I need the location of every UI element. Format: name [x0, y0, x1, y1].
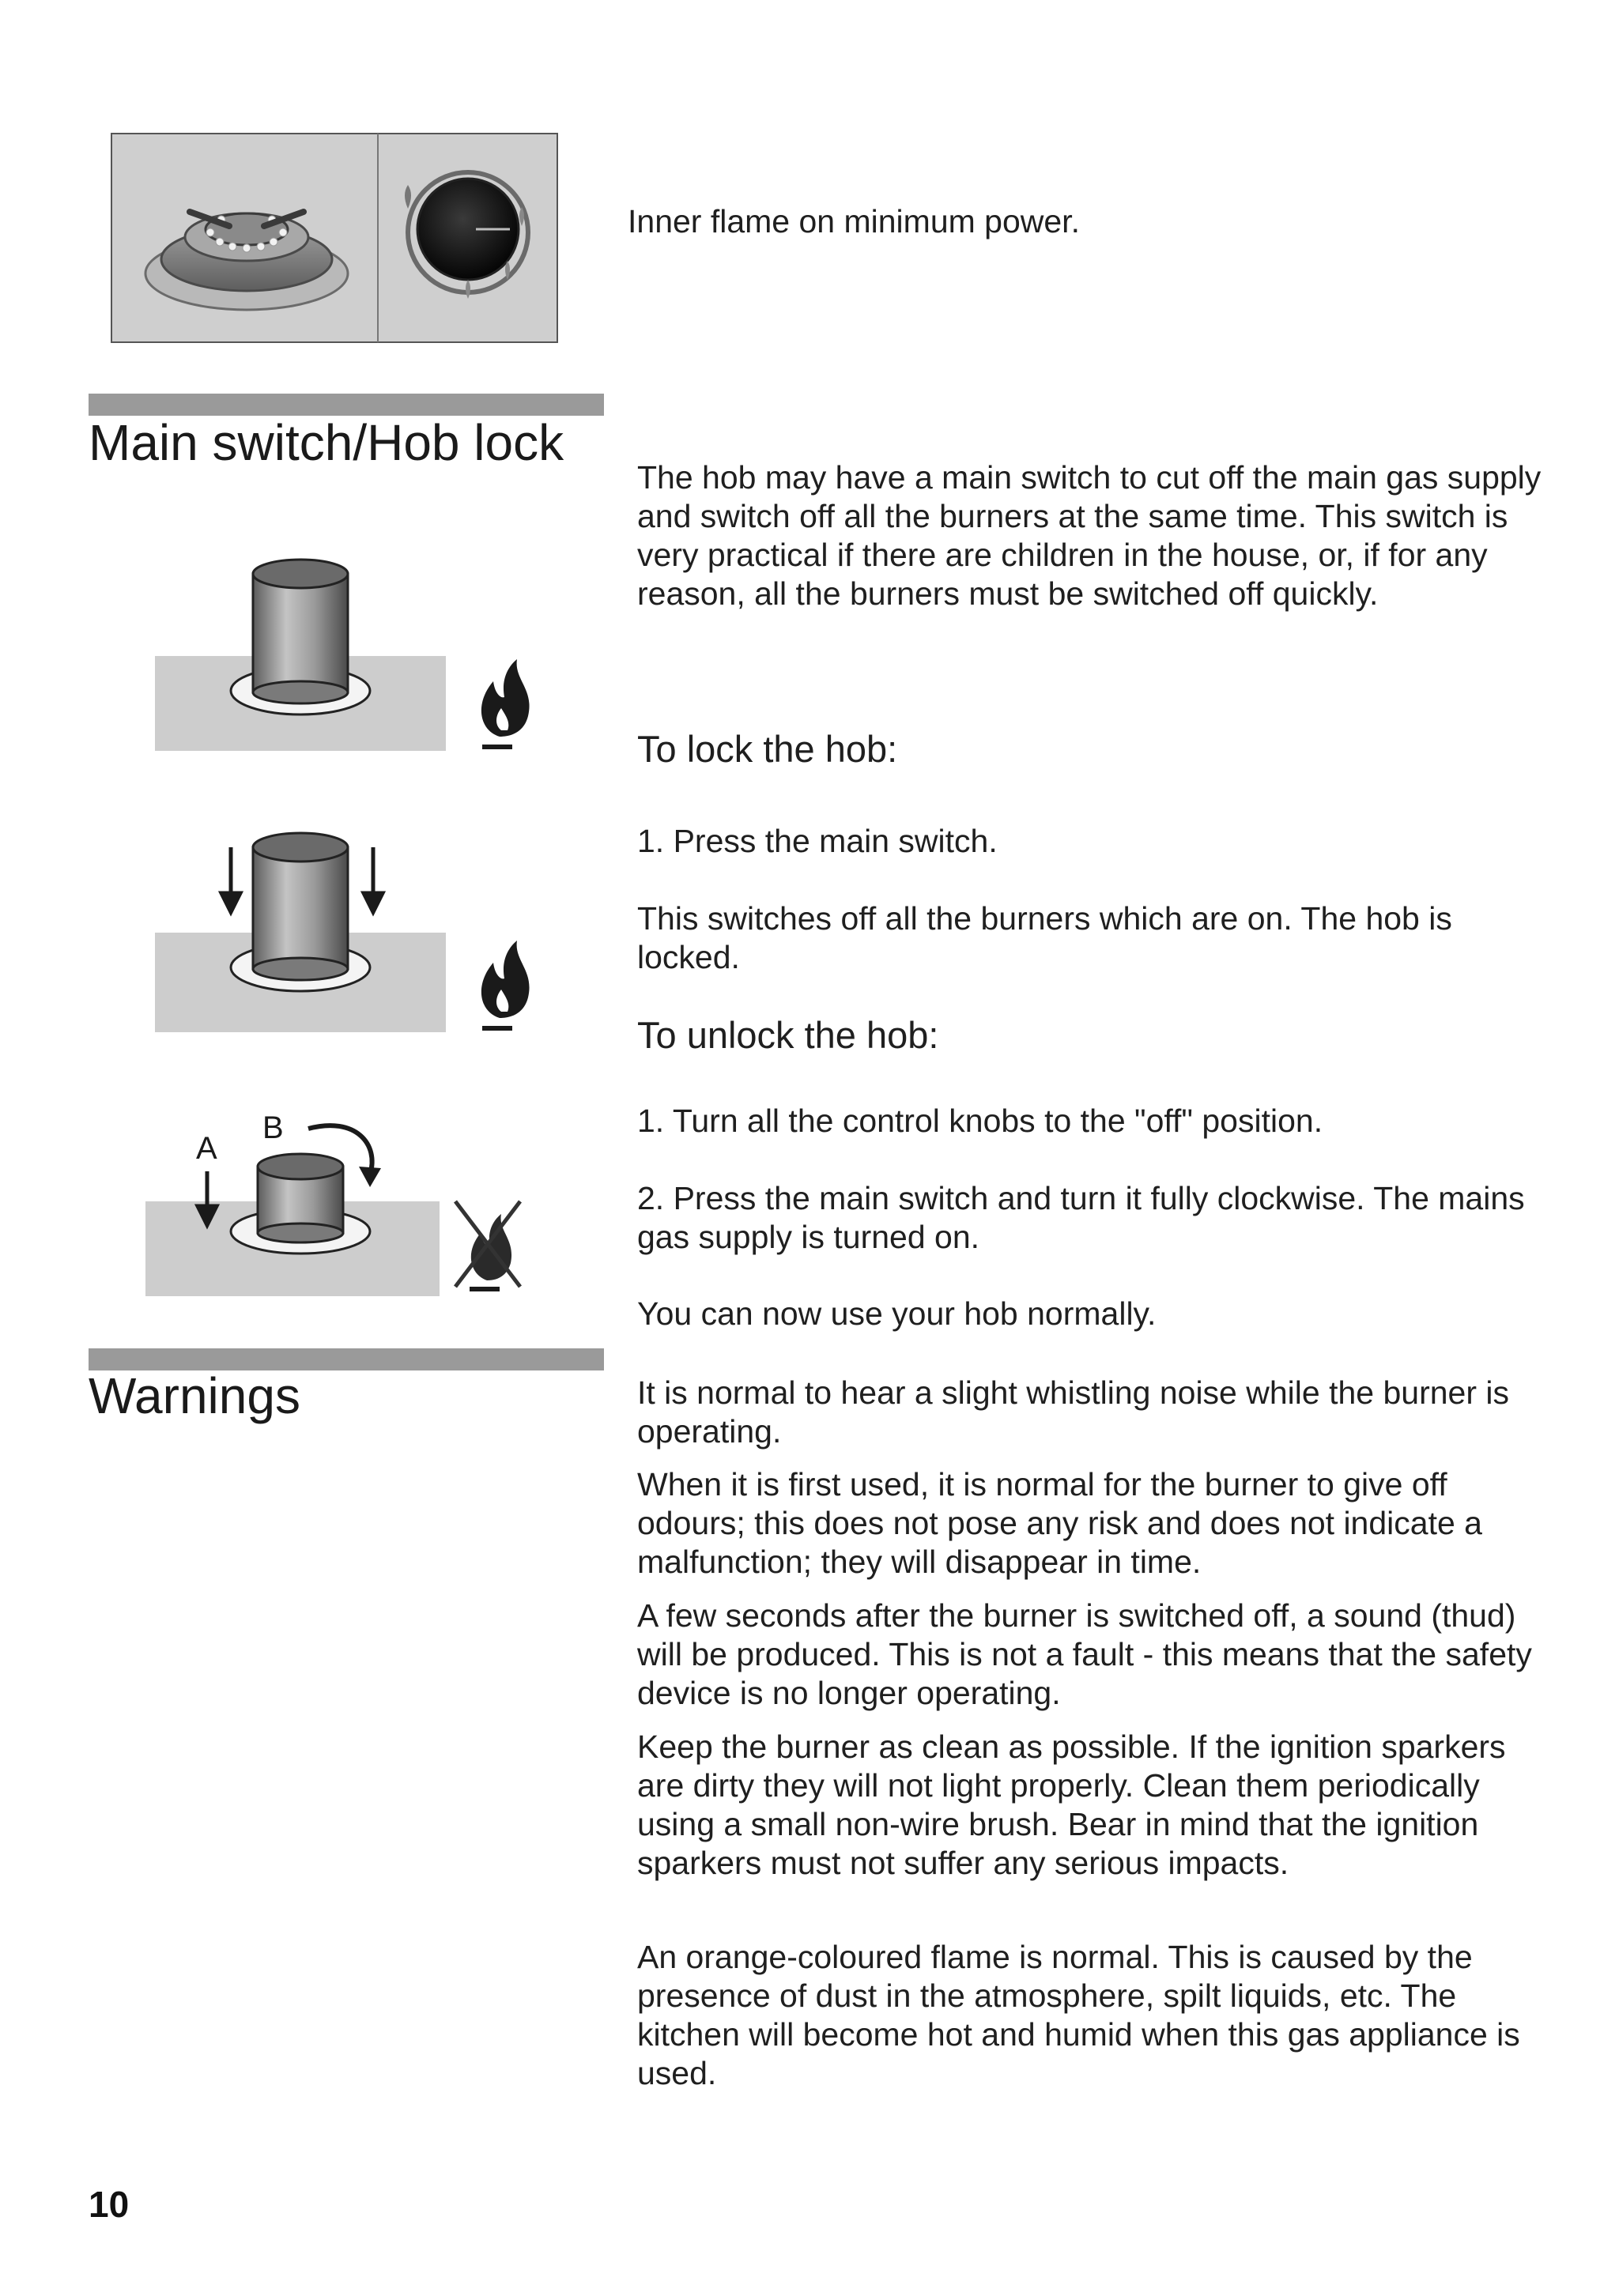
section-title-main-switch: Main switch/Hob lock — [89, 414, 564, 471]
page-number: 10 — [89, 2184, 130, 2225]
top-caption: Inner flame on minimum power. — [628, 203, 1080, 239]
warning-item: When it is first used, it is normal for the burner to give off odours; this does not pose any risk and does not indicate a malfunction; they will disappear in time. — [637, 1466, 1482, 1580]
unlock-result: You can now use your hob normally. — [637, 1295, 1157, 1332]
unlock-heading: To unlock the hob: — [637, 1014, 939, 1056]
unlock-step-2: 2. Press the main switch and turn it fully clockwise. The mains gas supply is turned on. — [637, 1180, 1525, 1255]
main-switch-diagram-press — [155, 827, 534, 1048]
section-title-warnings: Warnings — [89, 1367, 300, 1424]
flame-icon — [481, 659, 530, 749]
lock-heading: To lock the hob: — [637, 728, 898, 770]
lock-step-1: 1. Press the main switch. — [637, 823, 998, 859]
main-switch-intro: The hob may have a main switch to cut off the main gas supply and switch off all the burners at the same time. This switch is very practical if there are children in the house, or, if for any reason, all the burners must be switched off quickly. — [637, 459, 1542, 612]
unlock-step-1: 1. Turn all the control knobs to the "off" position. — [637, 1103, 1323, 1139]
main-switch-diagram-unlock — [142, 1108, 538, 1306]
warning-item: A few seconds after the burner is switched off, a sound (thud) will be produced. This is not a fault - this means that the safety device is no longer operating. — [637, 1597, 1532, 1711]
diagram-label-b: B — [262, 1110, 284, 1145]
warning-item: Keep the burner as clean as possible. If the ignition sparkers are dirty they will not light properly. Clean them periodically using a small non-wire brush. Bear in mind that the ignition sparkers must not suffer any serious impacts. — [637, 1729, 1506, 1881]
flame-icon — [481, 941, 530, 1031]
lock-result: This switches off all the burners which are on. The hob is locked. — [637, 900, 1452, 975]
warning-item: An orange-coloured flame is normal. This is caused by the presence of dust in the atmosphere, spilt liquids, etc. The kitchen will become hot and humid when this gas appliance is used. — [637, 1939, 1520, 2091]
diagram-label-a: A — [196, 1131, 217, 1166]
main-switch-diagram-on — [155, 550, 534, 763]
burner-knob-illustration — [111, 133, 558, 343]
flame-off-icon — [455, 1201, 520, 1291]
warning-item: It is normal to hear a slight whistling noise while the burner is operating. — [637, 1374, 1509, 1450]
